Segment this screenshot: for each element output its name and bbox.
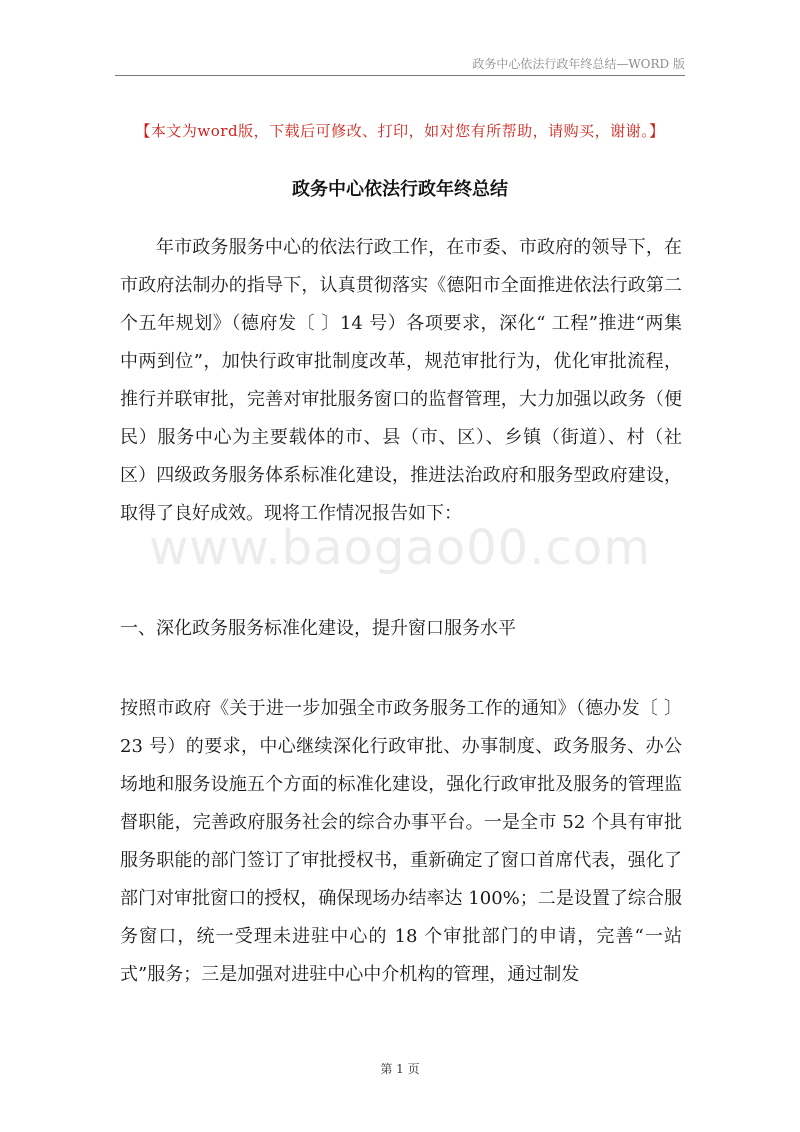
purchase-notice: 【本文为word版，下载后可修改、打印，如对您有所帮助，请购买，谢谢。】 bbox=[135, 122, 665, 140]
page-number: 第 1 页 bbox=[380, 1062, 420, 1076]
header-divider bbox=[115, 75, 685, 76]
intro-paragraph: 年市政务服务中心的依法行政工作，在市委、市政府的领导下，在市政府法制办的指导下，认真贯彻落实《德阳市全面推进依法行政第二个五年规划》（德府发〔 〕14 号）各项要求，深化“ 工程”推进“两集中两到位”，加快行政审批制度改革，规范审批行为，优化审批流程，推行并联审批，完善对审批服务窗口的监督管理，大力加强以政务（便民）服务中心为主要载体的市、县（市、区）、乡镇（街道）、村（社区）四级政务服务体系标准化建设，推进法治政府和服务型政府建设，取得了良好成效。现将工作情况报告如下： bbox=[120, 237, 682, 524]
section-heading: 一、深化政务服务标准化建设，提升窗口服务水平 bbox=[120, 618, 516, 639]
watermark: www.baogao00.com bbox=[149, 520, 651, 576]
running-header: 政务中心依法行政年终总结—WORD 版 bbox=[472, 57, 685, 71]
section-paragraph: 按照市政府《关于进一步加强全市政务服务工作的通知》（德办发〔 〕23 号）的要求，中心继续深化行政审批、办事制度、政务服务、办公场地和服务设施五个方面的标准化建设，强化行政审批及服务的管理监督职能，完善政府服务社会的综合办事平台。一是全市 52 个具有审批服务职能的部门签订了审批授权书，重新确定了窗口首席代表，强化了部门对审批窗口的授权，确保现场办结率达 100%；二是设置了综合服务窗口，统一受理未进驻中心的 18 个审批部门的申请，完善“一站式”服务；三是加强对进驻中心中介机构的管理，通过制发 bbox=[120, 698, 682, 985]
document-title: 政务中心依法行政年终总结 bbox=[292, 179, 508, 200]
